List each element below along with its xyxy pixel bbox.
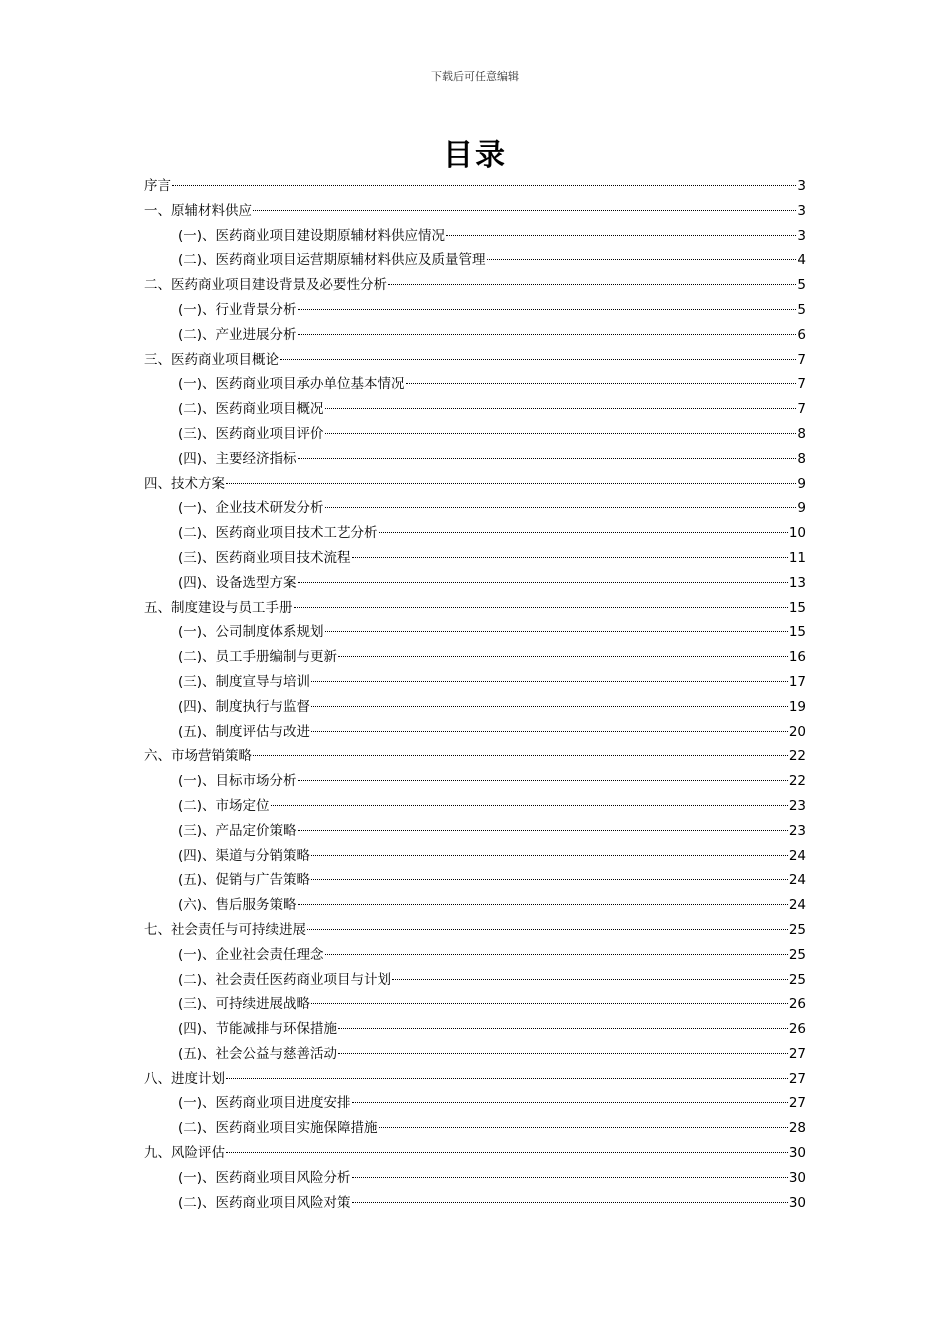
toc-entry-title: (二)、医药商业项目运营期原辅材料供应及质量管理 [178, 252, 486, 269]
toc-dot-leader [298, 334, 797, 335]
toc-entry[interactable] [144, 968, 806, 993]
toc-entry[interactable] [144, 248, 806, 273]
toc-entry-title: (二)、市场定位 [178, 797, 270, 814]
toc-page-number: 24 [788, 847, 806, 864]
toc-page-number: 15 [788, 599, 806, 616]
toc-dot-leader [379, 1127, 788, 1128]
toc-entry[interactable] [144, 844, 806, 869]
toc-entry[interactable] [144, 670, 806, 695]
toc-entry[interactable] [144, 868, 806, 893]
toc-dot-leader [226, 1078, 788, 1079]
toc-entry-title: (二)、医药商业项目技术工艺分析 [178, 525, 378, 542]
toc-entry[interactable] [144, 298, 806, 323]
toc-dot-leader [338, 1053, 788, 1054]
toc-dot-leader [325, 433, 797, 434]
toc-dot-leader [298, 904, 788, 905]
toc-dot-leader [311, 855, 788, 856]
toc-entry-title: 六、市场营销策略 [144, 748, 252, 765]
toc-dot-leader [280, 359, 796, 360]
toc-entry-title: (四)、节能减排与环保措施 [178, 1021, 338, 1038]
toc-page-number: 5 [797, 301, 806, 318]
toc-dot-leader [294, 607, 788, 608]
toc-dot-leader [298, 830, 788, 831]
toc-dot-leader [311, 706, 788, 707]
toc-page-number: 20 [788, 723, 806, 740]
toc-entry[interactable] [144, 819, 806, 844]
toc-page-number: 30 [788, 1194, 806, 1211]
toc-entry[interactable] [144, 348, 806, 373]
toc-entry-title: 一、原辅材料供应 [144, 202, 252, 219]
toc-page-number: 22 [788, 773, 806, 790]
toc-page-number: 26 [788, 1021, 806, 1038]
toc-dot-leader [379, 532, 788, 533]
toc-dot-leader [311, 681, 788, 682]
toc-entry-title: (二)、产业进展分析 [178, 326, 297, 343]
toc-entry-title: (四)、设备选型方案 [178, 574, 297, 591]
toc-entry[interactable] [144, 620, 806, 645]
toc-entry[interactable] [144, 769, 806, 794]
toc-entry-title: (一)、企业社会责任理念 [178, 946, 324, 963]
toc-page-number: 7 [797, 401, 806, 418]
toc-entry[interactable] [144, 596, 806, 621]
toc-entry-title: (一)、医药商业项目建设期原辅材料供应情况 [178, 227, 446, 244]
toc-page-number: 19 [788, 698, 806, 715]
toc-entry-title: (三)、可持续进展战略 [178, 996, 311, 1013]
toc-entry-title: (二)、社会责任医药商业项目与计划 [178, 971, 392, 988]
toc-page-number: 8 [797, 450, 806, 467]
toc-page-number: 9 [797, 500, 806, 517]
toc-entry-title: (二)、医药商业项目概况 [178, 401, 324, 418]
toc-page-number: 25 [788, 946, 806, 963]
toc-page-number: 26 [788, 996, 806, 1013]
toc-page-number: 27 [788, 1095, 806, 1112]
toc-entry-title: (三)、产品定价策略 [178, 822, 297, 839]
toc-page-number: 4 [797, 252, 806, 269]
toc-dot-leader [338, 656, 788, 657]
toc-dot-leader [271, 805, 788, 806]
toc-entry-title: (二)、医药商业项目实施保障措施 [178, 1120, 378, 1137]
toc-page-number: 17 [788, 673, 806, 690]
toc-entry-title: 三、医药商业项目概论 [144, 351, 279, 368]
toc-entry-title: (一)、医药商业项目风险分析 [178, 1169, 351, 1186]
toc-dot-leader [298, 309, 797, 310]
toc-page-number: 5 [797, 277, 806, 294]
header-note: 下载后可任意编辑 [431, 70, 519, 83]
toc-entry[interactable] [144, 1191, 806, 1216]
toc-entry[interactable] [144, 372, 806, 397]
toc-entry[interactable] [144, 496, 806, 521]
toc-entry[interactable] [144, 273, 806, 298]
toc-entry-title: (三)、医药商业项目技术流程 [178, 549, 351, 566]
toc-entry-title: (三)、制度宣导与培训 [178, 673, 311, 690]
toc-dot-leader [406, 383, 797, 384]
toc-page-number: 23 [788, 797, 806, 814]
toc-page-number: 11 [788, 549, 806, 566]
toc-entry-title: 四、技术方案 [144, 475, 225, 492]
toc-entry[interactable] [144, 323, 806, 348]
toc-page-number: 27 [788, 1070, 806, 1087]
toc-entry-title: (一)、企业技术研发分析 [178, 500, 324, 517]
toc-page-number: 16 [788, 649, 806, 666]
toc-entry[interactable] [144, 447, 806, 472]
toc-page-number: 23 [788, 822, 806, 839]
toc-entry-title: (一)、目标市场分析 [178, 773, 297, 790]
toc-dot-leader [325, 408, 797, 409]
toc-entry[interactable] [144, 645, 806, 670]
toc-dot-leader [253, 755, 788, 756]
toc-entry[interactable] [144, 397, 806, 422]
toc-entry-title: 七、社会责任与可持续进展 [144, 921, 306, 938]
toc-entry[interactable] [144, 199, 806, 224]
toc-entry[interactable] [144, 571, 806, 596]
toc-entry[interactable] [144, 1141, 806, 1166]
toc-entry-title: (一)、行业背景分析 [178, 301, 297, 318]
toc-entry[interactable] [144, 546, 806, 571]
toc-entry[interactable] [144, 1017, 806, 1042]
toc-entry-title: (二)、医药商业项目风险对策 [178, 1194, 351, 1211]
toc-entry-title: (五)、社会公益与慈善活动 [178, 1045, 338, 1062]
toc-dot-leader [325, 507, 797, 508]
toc-entry-title: (一)、医药商业项目承办单位基本情况 [178, 376, 405, 393]
toc-entry[interactable] [144, 720, 806, 745]
toc-dot-leader [298, 458, 797, 459]
toc-dot-leader [352, 1202, 788, 1203]
toc-entry[interactable] [144, 1091, 806, 1116]
toc-page-number: 30 [788, 1145, 806, 1162]
toc-entry[interactable] [144, 1067, 806, 1092]
toc-dot-leader [352, 557, 788, 558]
toc-entry[interactable] [144, 1042, 806, 1067]
toc-page-number: 25 [788, 921, 806, 938]
toc-dot-leader [487, 259, 797, 260]
toc-entry[interactable] [144, 744, 806, 769]
page-title: 目录 [443, 138, 507, 173]
toc-entry[interactable] [144, 422, 806, 447]
toc-dot-leader [307, 929, 788, 930]
toc-entry[interactable] [144, 472, 806, 497]
toc-entry-title: (四)、主要经济指标 [178, 450, 297, 467]
toc-dot-leader [226, 483, 796, 484]
toc-page-number: 22 [788, 748, 806, 765]
toc-entry-title: 二、医药商业项目建设背景及必要性分析 [144, 277, 387, 294]
toc-page-number: 3 [797, 202, 806, 219]
toc-entry-title: (四)、制度执行与监督 [178, 698, 311, 715]
toc-entry[interactable] [144, 695, 806, 720]
toc-dot-leader [226, 1152, 788, 1153]
toc-entry-title: 八、进度计划 [144, 1070, 225, 1087]
toc-entry[interactable] [144, 521, 806, 546]
toc-entry[interactable] [144, 794, 806, 819]
toc-page-number: 15 [788, 624, 806, 641]
toc-entry-title: (五)、促销与广告策略 [178, 872, 311, 889]
toc-page-number: 30 [788, 1169, 806, 1186]
toc-dot-leader [352, 1177, 788, 1178]
table-of-contents [144, 174, 806, 1215]
toc-entry-title: (六)、售后服务策略 [178, 897, 297, 914]
toc-entry[interactable] [144, 1116, 806, 1141]
toc-entry[interactable] [144, 174, 806, 199]
toc-page-number: 27 [788, 1045, 806, 1062]
toc-dot-leader [325, 954, 788, 955]
toc-page-number: 25 [788, 971, 806, 988]
toc-entry[interactable] [144, 943, 806, 968]
toc-page-number: 7 [797, 376, 806, 393]
toc-page-number: 24 [788, 897, 806, 914]
toc-page-number: 13 [788, 574, 806, 591]
toc-entry[interactable] [144, 992, 806, 1017]
toc-dot-leader [298, 780, 788, 781]
toc-page-number: 28 [788, 1120, 806, 1137]
toc-entry[interactable] [144, 1166, 806, 1191]
toc-dot-leader [311, 731, 788, 732]
toc-dot-leader [172, 185, 796, 186]
toc-dot-leader [253, 210, 796, 211]
toc-entry[interactable] [144, 918, 806, 943]
toc-dot-leader [325, 631, 788, 632]
toc-page-number: 8 [797, 425, 806, 442]
toc-entry-title: 九、风险评估 [144, 1145, 225, 1162]
toc-dot-leader [311, 879, 788, 880]
toc-entry-title: (一)、公司制度体系规划 [178, 624, 324, 641]
toc-dot-leader [298, 582, 788, 583]
toc-entry-title: (四)、渠道与分销策略 [178, 847, 311, 864]
toc-entry[interactable] [144, 224, 806, 249]
toc-entry-title: (三)、医药商业项目评价 [178, 425, 324, 442]
toc-entry-title: (一)、医药商业项目进度安排 [178, 1095, 351, 1112]
toc-page-number: 3 [797, 178, 806, 194]
toc-page-number: 24 [788, 872, 806, 889]
toc-page-number: 10 [788, 525, 806, 542]
toc-entry-title: 五、制度建设与员工手册 [144, 599, 293, 616]
toc-page-number: 6 [797, 326, 806, 343]
toc-entry-title: (五)、制度评估与改进 [178, 723, 311, 740]
toc-page-number: 7 [797, 351, 806, 368]
toc-page-number: 3 [797, 227, 806, 244]
toc-dot-leader [392, 979, 788, 980]
toc-entry-title: 序言 [144, 178, 171, 194]
toc-entry[interactable] [144, 893, 806, 918]
toc-dot-leader [446, 235, 796, 236]
toc-dot-leader [388, 284, 796, 285]
toc-dot-leader [338, 1028, 788, 1029]
toc-page-number: 9 [797, 475, 806, 492]
toc-dot-leader [352, 1102, 788, 1103]
toc-dot-leader [311, 1003, 788, 1004]
toc-entry-title: (二)、员工手册编制与更新 [178, 649, 338, 666]
